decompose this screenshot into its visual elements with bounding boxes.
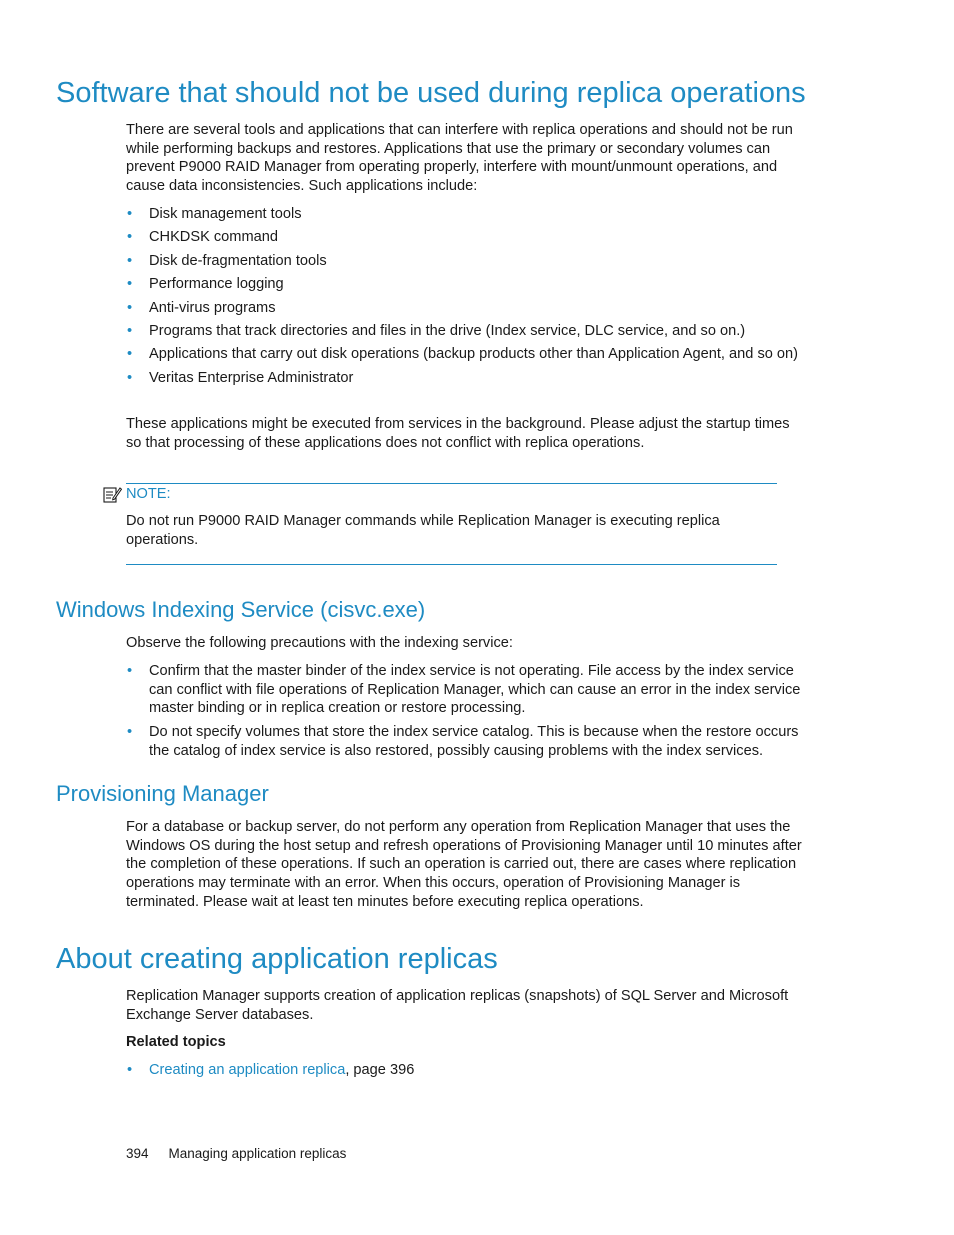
note-top-rule bbox=[126, 483, 777, 484]
bullet-icon: • bbox=[127, 229, 133, 246]
list-item: • CHKDSK command bbox=[127, 229, 278, 246]
section-heading-about-replicas: About creating application replicas bbox=[56, 943, 498, 975]
bullet-icon: • bbox=[127, 1062, 133, 1078]
list-item: • Applications that carry out disk operations (backup products other than Application Agent, and so on) bbox=[127, 346, 799, 363]
bullet-icon: • bbox=[127, 663, 133, 679]
list-item: • Disk management tools bbox=[127, 206, 302, 222]
section-heading-provisioning: Provisioning Manager bbox=[56, 781, 269, 806]
section-outro-paragraph: These applications might be executed from services in the background. Please adjust the startup times so that processing of these applications does not conflict with replica operations. bbox=[126, 416, 790, 451]
section-intro-paragraph: There are several tools and applications that can interfere with replica operations and should not be run while performing backups and restores. Applications that use the primary or secondary volumes can prevent P9000 RAID Manager from operating properly, interfere with mount/unmount operations, and cause data inconsistencies. Such applications include: bbox=[126, 122, 793, 195]
section-heading-software: Software that should not be used during replica operations bbox=[56, 77, 806, 109]
bullet-icon: • bbox=[127, 723, 133, 740]
note-bottom-rule bbox=[126, 564, 777, 565]
page-number: 394 bbox=[126, 1146, 149, 1161]
list-item: • Do not specify volumes that store the index service catalog. This is because when the restore occurs the catalog of index service is also restored, possibly causing problems with the index services. bbox=[127, 723, 799, 759]
software-list bbox=[126, 205, 806, 392]
about-replicas-paragraph: Replication Manager supports creation of application replicas (snapshots) of SQL Server and Microsoft Exchange Server databases. bbox=[126, 988, 789, 1023]
bullet-icon: • bbox=[127, 206, 133, 222]
list-item: • Confirm that the master binder of the index service is not operating. File access by the index service can conflict with file operations of Replication Manager, which can cause an error in the index service master binding or in replica creation or restore processing. bbox=[127, 663, 801, 717]
note-text: Do not run P9000 RAID Manager commands while Replication Manager is executing replica operations. bbox=[126, 513, 720, 548]
indexing-precautions-list bbox=[126, 662, 806, 765]
bullet-icon: • bbox=[127, 322, 133, 339]
bullet-icon: • bbox=[127, 346, 133, 363]
related-topics-label: Related topics bbox=[126, 1034, 226, 1050]
list-item: • Disk de-fragmentation tools bbox=[127, 252, 327, 269]
bullet-icon: • bbox=[127, 252, 133, 269]
bullet-icon: • bbox=[127, 276, 133, 293]
creating-replica-link[interactable]: Creating an application replica bbox=[149, 1062, 346, 1078]
bullet-icon: • bbox=[127, 299, 133, 316]
list-item: • Anti-virus programs bbox=[127, 299, 276, 316]
note-header bbox=[103, 484, 171, 504]
page-reference: , page 396 bbox=[345, 1062, 415, 1078]
chapter-title: Managing application replicas bbox=[168, 1146, 347, 1161]
list-item bbox=[126, 1061, 806, 1080]
list-item: • Programs that track directories and files in the drive (Index service, DLC service, and so on.) bbox=[127, 322, 746, 339]
note-pencil-icon bbox=[103, 486, 122, 503]
bullet-icon: • bbox=[127, 369, 133, 386]
list-item: • Veritas Enterprise Administrator bbox=[127, 369, 354, 386]
note-label: NOTE: bbox=[126, 486, 171, 502]
section-heading-indexing: Windows Indexing Service (cisvc.exe) bbox=[56, 597, 426, 622]
provisioning-paragraph: For a database or backup server, do not perform any operation from Replication Manager that uses the Windows OS during the host setup and refresh operations of Provisioning Manager until 10 minutes after the completion of these operations. If such an operation is carried out, there are cases where replication operations may terminate with an error. When this occurs, operation of Provisioning Manager is terminated. Please wait at least ten minutes before executing replica operations. bbox=[126, 819, 802, 910]
related-topics-list bbox=[126, 1061, 806, 1084]
page-footer bbox=[126, 1145, 346, 1163]
indexing-intro: Observe the following precautions with the indexing service: bbox=[126, 635, 513, 651]
list-item: • Performance logging bbox=[127, 276, 284, 293]
